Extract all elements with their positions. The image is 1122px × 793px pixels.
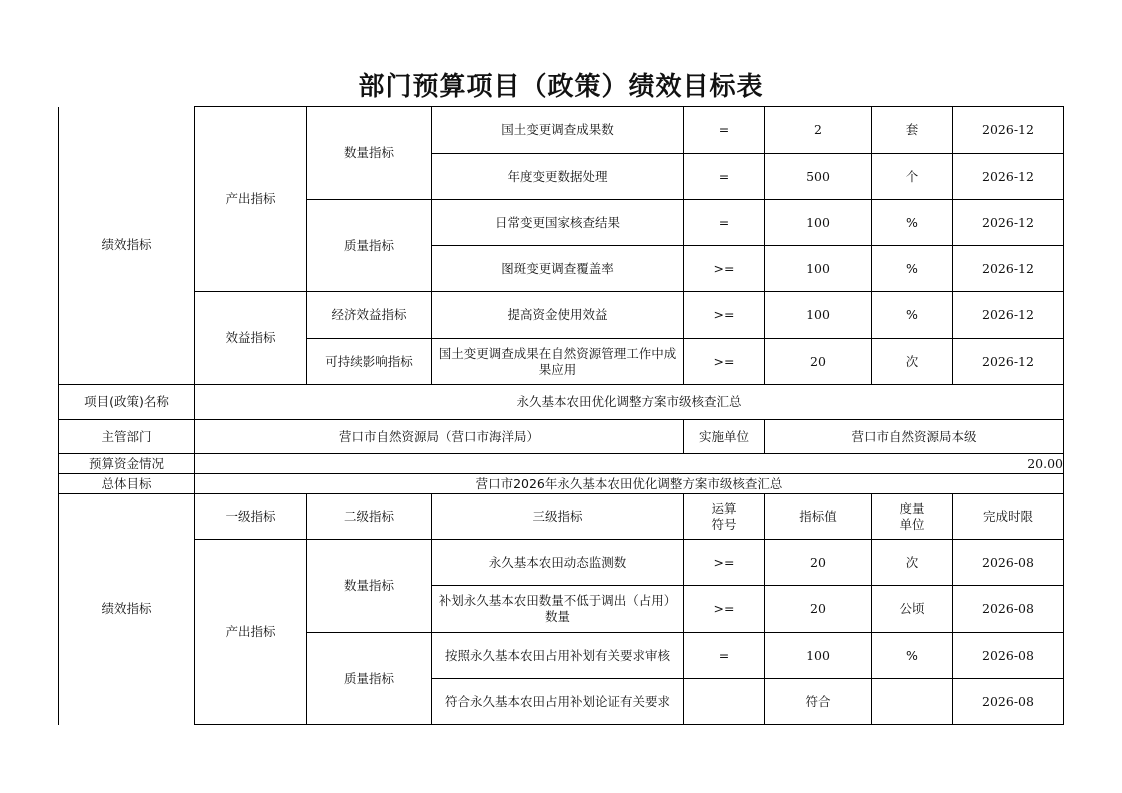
impl-unit-label: 实施单位 (684, 420, 765, 454)
budget-label: 预算资金情况 (59, 454, 195, 474)
sustain-indicator-label: 可持续影响指标 (307, 339, 432, 385)
indicator-unit: 个 (872, 154, 953, 200)
output-indicator-label: 产出指标 (195, 540, 307, 725)
indicator-op: = (684, 633, 765, 679)
indicator-name: 提高资金使用效益 (432, 292, 684, 339)
goal-label: 总体目标 (59, 474, 195, 494)
indicator-name: 永久基本农田动态监测数 (432, 540, 684, 586)
indicator-op: >= (684, 586, 765, 633)
indicator-value: 2 (765, 107, 872, 154)
indicator-value: 100 (765, 633, 872, 679)
header-unit: 度量 单位 (872, 494, 953, 540)
indicator-op: = (684, 154, 765, 200)
header-level3: 三级指标 (432, 494, 684, 540)
indicator-op: = (684, 200, 765, 246)
indicator-unit: 套 (872, 107, 953, 154)
indicator-unit (872, 679, 953, 725)
indicator-name: 国土变更调查成果在自然资源管理工作中成果应用 (432, 339, 684, 385)
indicator-name: 符合永久基本农田占用补划论证有关要求 (432, 679, 684, 725)
indicator-name: 日常变更国家核查结果 (432, 200, 684, 246)
indicator-unit: % (872, 633, 953, 679)
benefit-indicator-label: 效益指标 (195, 292, 307, 385)
indicator-name: 年度变更数据处理 (432, 154, 684, 200)
indicator-op (684, 679, 765, 725)
indicator-date: 2026-12 (953, 107, 1064, 154)
indicator-op: >= (684, 339, 765, 385)
indicator-value: 500 (765, 154, 872, 200)
indicator-date: 2026-12 (953, 200, 1064, 246)
indicator-date: 2026-08 (953, 679, 1064, 725)
indicator-op: >= (684, 292, 765, 339)
quality-indicator-label: 质量指标 (307, 200, 432, 292)
dept-value: 营口市自然资源局（营口市海洋局） (195, 420, 684, 454)
page-title: 部门预算项目（政策）绩效目标表 (358, 72, 764, 102)
perf-indicator-label: 绩效指标 (59, 107, 195, 385)
indicator-date: 2026-12 (953, 154, 1064, 200)
project-name-label: 项目(政策)名称 (59, 385, 195, 420)
indicator-name: 补划永久基本农田数量不低于调出（占用）数量 (432, 586, 684, 633)
indicator-date: 2026-08 (953, 633, 1064, 679)
indicator-op: >= (684, 540, 765, 586)
indicator-value: 100 (765, 292, 872, 339)
indicator-unit: 次 (872, 540, 953, 586)
header-level1: 一级指标 (195, 494, 307, 540)
indicator-date: 2026-12 (953, 292, 1064, 339)
header-level2: 二级指标 (307, 494, 432, 540)
output-indicator-label: 产出指标 (195, 107, 307, 292)
indicator-date: 2026-08 (953, 540, 1064, 586)
goal-value: 营口市2026年永久基本农田优化调整方案市级核查汇总 (195, 474, 1064, 494)
indicator-value: 20 (765, 540, 872, 586)
econ-indicator-label: 经济效益指标 (307, 292, 432, 339)
indicator-unit: 次 (872, 339, 953, 385)
quality-indicator-label: 质量指标 (307, 633, 432, 725)
indicator-op: = (684, 107, 765, 154)
indicator-value: 符合 (765, 679, 872, 725)
indicator-value: 100 (765, 200, 872, 246)
indicator-unit: % (872, 292, 953, 339)
indicator-op: >= (684, 246, 765, 292)
quantity-indicator-label: 数量指标 (307, 540, 432, 633)
performance-table (58, 106, 1064, 725)
impl-unit-value: 营口市自然资源局本级 (765, 420, 1064, 454)
indicator-date: 2026-08 (953, 586, 1064, 633)
header-value: 指标值 (765, 494, 872, 540)
indicator-name: 国土变更调查成果数 (432, 107, 684, 154)
indicator-date: 2026-12 (953, 339, 1064, 385)
budget-value: 20.00 (195, 454, 1064, 474)
indicator-value: 20 (765, 586, 872, 633)
indicator-unit: % (872, 246, 953, 292)
perf-indicator-label: 绩效指标 (59, 494, 195, 725)
indicator-value: 100 (765, 246, 872, 292)
indicator-date: 2026-12 (953, 246, 1064, 292)
header-op: 运算 符号 (684, 494, 765, 540)
indicator-name: 按照永久基本农田占用补划有关要求审核 (432, 633, 684, 679)
quantity-indicator-label: 数量指标 (307, 107, 432, 200)
indicator-value: 20 (765, 339, 872, 385)
indicator-unit: 公顷 (872, 586, 953, 633)
indicator-name: 图斑变更调查覆盖率 (432, 246, 684, 292)
indicator-unit: % (872, 200, 953, 246)
header-date: 完成时限 (953, 494, 1064, 540)
dept-label: 主管部门 (59, 420, 195, 454)
project-name-value: 永久基本农田优化调整方案市级核查汇总 (195, 385, 1064, 420)
